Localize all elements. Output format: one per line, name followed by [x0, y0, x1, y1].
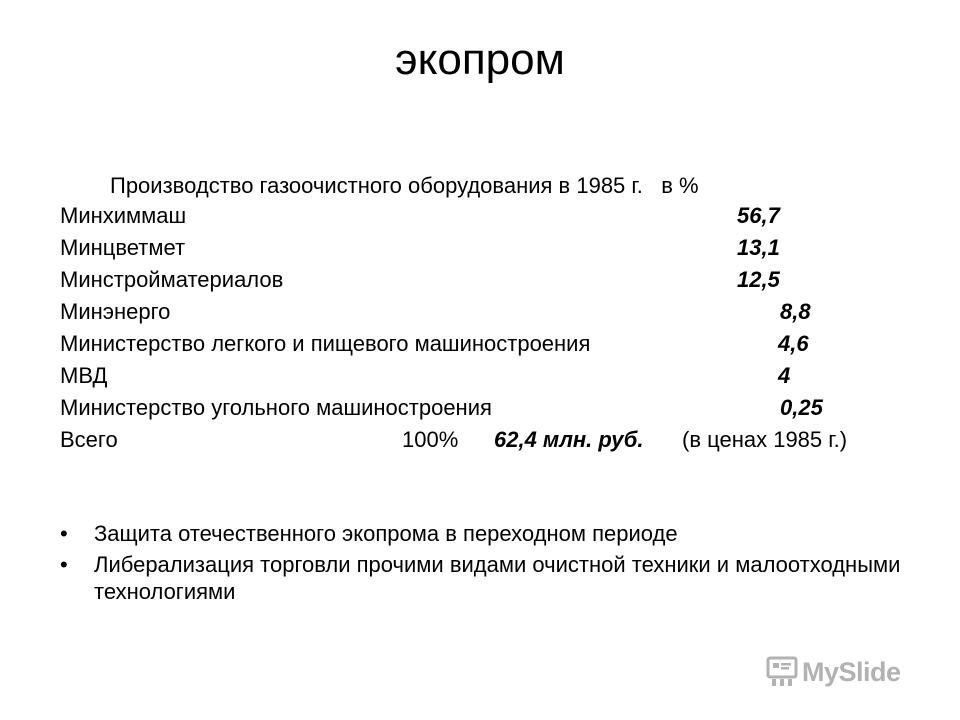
classroom-board-icon — [766, 655, 798, 687]
row-value: 8,8 — [780, 299, 811, 324]
table-row — [60, 360, 920, 392]
table-row — [60, 264, 920, 296]
row-value: 4 — [778, 363, 791, 388]
row-label: МВД — [60, 363, 108, 388]
row-value: 56,7 — [737, 203, 780, 228]
row-value: 12,5 — [737, 267, 780, 292]
row-label: Министерство легкого и пищевого машиностроения — [60, 331, 591, 356]
bullet-item — [60, 551, 920, 605]
table-row — [60, 328, 920, 360]
watermark-logo — [766, 652, 926, 692]
total-sum: 62,4 млн. руб. — [494, 427, 644, 452]
total-percent: 100% — [402, 427, 459, 452]
table-total-row — [60, 424, 920, 456]
total-note: (в ценах 1985 г.) — [682, 427, 848, 452]
row-value: 4,6 — [778, 331, 809, 356]
row-label: Минэнерго — [60, 299, 171, 324]
row-value: 13,1 — [737, 235, 780, 260]
bullet-marker: • — [60, 552, 68, 577]
row-value: 0,25 — [780, 395, 823, 420]
watermark-text: MySlide — [802, 657, 901, 687]
total-label: Всего — [60, 427, 118, 452]
row-label: Минцветмет — [60, 235, 186, 260]
bullet-text: Защита отечественного экопрома в переходном периоде — [94, 521, 678, 546]
table-row — [60, 392, 920, 424]
row-label: Минхиммаш — [60, 203, 187, 228]
table-subtitle: Производство газоочистного оборудования в 1985 г. в % — [110, 173, 699, 198]
bullet-item — [60, 520, 920, 547]
bullet-marker: • — [60, 521, 68, 546]
table-row — [60, 232, 920, 264]
row-label: Министерство угольного машиностроения — [60, 395, 492, 420]
table-row — [60, 296, 920, 328]
bullet-text: Либерализация торговли прочими видами очистной техники и малоотходными технологиями — [94, 552, 901, 604]
table-row — [60, 200, 920, 232]
row-label: Минстройматериалов — [60, 267, 284, 292]
slide-title: экопром — [395, 35, 565, 84]
bullet-list — [60, 520, 920, 609]
